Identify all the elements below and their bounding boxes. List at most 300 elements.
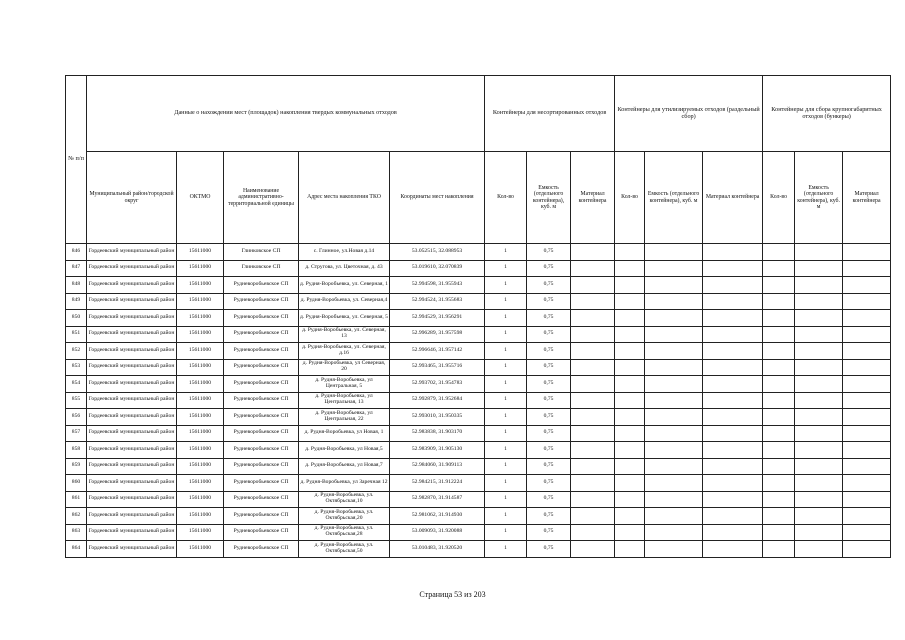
cell-empty [615,244,645,261]
cell-empty [763,409,795,426]
cell-empty [795,442,843,459]
cell-address: д. Рудня-Воробьевка, ул. Октябрьская,28 [299,524,390,541]
cell-address: с. Глинное, ул.Новая д.14 [299,244,390,261]
cell-oktmo: 15611000 [177,491,224,508]
cell-address: д. Рудня-Воробьевка, ул. Северная, 5 [299,310,390,327]
cell-admin-unit: Рудневоробьевское СП [224,409,299,426]
cell-coords: 53.019610, 32.070839 [390,260,485,277]
cell-address: д. Рудня-Воробьевка, ул Северная, 20 [299,359,390,376]
cell-empty [795,376,843,393]
cell-qty: 1 [485,458,527,475]
cell-coords: 52.981062, 31.914930 [390,508,485,525]
cell-district: Гордеевский муниципальный район [87,409,177,426]
cell-capacity: 0,75 [527,260,571,277]
cell-oktmo: 15611000 [177,359,224,376]
cell-empty [703,293,763,310]
cell-admin-unit: Глинковское СП [224,260,299,277]
cell-num: 858 [66,442,87,459]
cell-num: 861 [66,491,87,508]
cell-capacity: 0,75 [527,310,571,327]
cell-empty [795,293,843,310]
cell-empty [571,392,615,409]
cell-address: д. Рудня-Воробьевка, ул Новая,5 [299,442,390,459]
cell-empty [795,244,843,261]
cell-empty [615,442,645,459]
cell-empty [763,277,795,294]
cell-empty [703,475,763,492]
cell-num: 862 [66,508,87,525]
cell-coords: 52.993010, 31.950335 [390,409,485,426]
cell-coords: 52.994529, 31.956291 [390,310,485,327]
header-num: № п/п [66,76,87,244]
cell-empty [843,376,891,393]
cell-district: Гордеевский муниципальный район [87,425,177,442]
cell-district: Гордеевский муниципальный район [87,376,177,393]
cell-oktmo: 15611000 [177,260,224,277]
cell-empty [843,409,891,426]
table-row [66,508,891,525]
cell-num: 847 [66,260,87,277]
cell-empty [763,425,795,442]
cell-empty [645,442,703,459]
cell-oktmo: 15611000 [177,310,224,327]
cell-empty [615,458,645,475]
cell-district: Гордеевский муниципальный район [87,260,177,277]
cell-num: 848 [66,277,87,294]
cell-qty: 1 [485,392,527,409]
table-row [66,359,891,376]
header-address: Адрес места накопления ТКО [299,152,390,244]
cell-empty [615,343,645,360]
cell-empty [615,524,645,541]
cell-capacity: 0,75 [527,244,571,261]
cell-qty: 1 [485,475,527,492]
cell-empty [843,491,891,508]
cell-empty [703,458,763,475]
cell-address: д. Рудня-Воробьевка, ул Заречная 12 [299,475,390,492]
header-group-unsorted: Контейнеры для несортированных отходов [485,76,615,152]
cell-empty [795,359,843,376]
cell-address: д. Рудня-Воробьевка, ул Центральная, 5 [299,376,390,393]
cell-empty [645,326,703,343]
table-row [66,244,891,261]
cell-district: Гордеевский муниципальный район [87,541,177,558]
cell-empty [763,293,795,310]
cell-capacity: 0,75 [527,343,571,360]
cell-admin-unit: Глинковское СП [224,244,299,261]
cell-admin-unit: Рудневоробьевское СП [224,475,299,492]
cell-empty [571,310,615,327]
header-group-recycled: Контейнеры для утилизируемых отходов (раздельный сбор) [615,76,763,152]
cell-admin-unit: Рудневоробьевское СП [224,376,299,393]
cell-coords: 53.010483, 31.920520 [390,541,485,558]
cell-empty [645,491,703,508]
cell-num: 864 [66,541,87,558]
cell-admin-unit: Рудневоробьевское СП [224,524,299,541]
cell-empty [571,343,615,360]
cell-empty [843,310,891,327]
cell-qty: 1 [485,524,527,541]
cell-coords: 52.994598, 31.955943 [390,277,485,294]
cell-district: Гордеевский муниципальный район [87,524,177,541]
cell-district: Гордеевский муниципальный район [87,392,177,409]
cell-empty [615,425,645,442]
cell-district: Гордеевский муниципальный район [87,310,177,327]
cell-oktmo: 15611000 [177,409,224,426]
cell-empty [615,508,645,525]
header-oktmo: ОКТМО [177,152,224,244]
cell-qty: 1 [485,277,527,294]
cell-empty [843,244,891,261]
cell-empty [763,359,795,376]
cell-coords: 52.996646, 31.957142 [390,343,485,360]
cell-qty: 1 [485,343,527,360]
cell-qty: 1 [485,310,527,327]
cell-empty [795,491,843,508]
cell-empty [763,310,795,327]
cell-district: Гордеевский муниципальный район [87,293,177,310]
cell-empty [763,392,795,409]
cell-empty [615,293,645,310]
cell-empty [615,310,645,327]
header-qty-bulky: Кол-во [763,152,795,244]
cell-empty [763,541,795,558]
cell-qty: 1 [485,359,527,376]
cell-empty [843,359,891,376]
cell-qty: 1 [485,425,527,442]
header-group-bulky: Контейнеры для сбора крупногабаритных отходов (бункеры) [763,76,891,152]
cell-capacity: 0,75 [527,359,571,376]
table-row [66,458,891,475]
cell-admin-unit: Рудневоробьевское СП [224,293,299,310]
cell-empty [571,425,615,442]
table-row [66,475,891,492]
cell-empty [763,260,795,277]
cell-coords: 52.982870, 31.914587 [390,491,485,508]
cell-capacity: 0,75 [527,508,571,525]
cell-empty [645,343,703,360]
header-district: Муниципальный район/городской округ [87,152,177,244]
cell-admin-unit: Рудневоробьевское СП [224,326,299,343]
cell-num: 859 [66,458,87,475]
cell-empty [645,541,703,558]
cell-empty [571,541,615,558]
cell-coords: 52.992879, 31.952684 [390,392,485,409]
cell-district: Гордеевский муниципальный район [87,442,177,459]
cell-capacity: 0,75 [527,425,571,442]
cell-qty: 1 [485,508,527,525]
cell-empty [795,260,843,277]
cell-empty [703,260,763,277]
cell-empty [703,508,763,525]
cell-empty [571,359,615,376]
table-row [66,277,891,294]
header-capacity-unsorted: Емкость (отдельного контейнера), куб. м [527,152,571,244]
cell-admin-unit: Рудневоробьевское СП [224,343,299,360]
cell-capacity: 0,75 [527,541,571,558]
cell-empty [795,343,843,360]
cell-qty: 1 [485,491,527,508]
cell-empty [615,541,645,558]
cell-empty [703,425,763,442]
cell-empty [763,244,795,261]
cell-empty [571,277,615,294]
cell-empty [843,475,891,492]
cell-empty [645,310,703,327]
cell-empty [645,392,703,409]
cell-district: Гордеевский муниципальный район [87,359,177,376]
table-row [66,293,891,310]
cell-admin-unit: Рудневоробьевское СП [224,392,299,409]
cell-empty [571,244,615,261]
cell-empty [645,293,703,310]
cell-address: д. Рудня-Воробьевка, ул. Северная, 13 [299,326,390,343]
cell-capacity: 0,75 [527,376,571,393]
cell-empty [615,359,645,376]
cell-empty [703,409,763,426]
cell-empty [763,524,795,541]
cell-oktmo: 15611000 [177,376,224,393]
cell-qty: 1 [485,541,527,558]
cell-empty [703,392,763,409]
cell-admin-unit: Рудневоробьевское СП [224,458,299,475]
cell-qty: 1 [485,326,527,343]
cell-admin-unit: Рудневоробьевское СП [224,359,299,376]
cell-oktmo: 15611000 [177,392,224,409]
cell-empty [615,491,645,508]
cell-district: Гордеевский муниципальный район [87,508,177,525]
cell-num: 846 [66,244,87,261]
cell-empty [763,326,795,343]
cell-empty [703,376,763,393]
cell-empty [843,458,891,475]
cell-empty [795,392,843,409]
table-row [66,409,891,426]
cell-empty [763,376,795,393]
cell-capacity: 0,75 [527,392,571,409]
header-material-recycled: Материал контейнера [703,152,763,244]
cell-empty [615,392,645,409]
cell-num: 850 [66,310,87,327]
cell-empty [703,343,763,360]
table-row [66,491,891,508]
cell-coords: 53.009093, 31.920088 [390,524,485,541]
cell-empty [615,409,645,426]
cell-empty [795,425,843,442]
cell-admin-unit: Рудневоробьевское СП [224,442,299,459]
table-row [66,524,891,541]
cell-empty [571,508,615,525]
cell-admin-unit: Рудневоробьевское СП [224,491,299,508]
cell-coords: 52.996289, 31.957598 [390,326,485,343]
table-row [66,343,891,360]
cell-address: д. Рудня-Воробьевка, ул Новая, 1 [299,425,390,442]
cell-empty [795,475,843,492]
cell-empty [645,508,703,525]
registry-table [65,75,891,558]
cell-address: д. Рудня-Воробьевка, ул. Северная, д.16 [299,343,390,360]
cell-num: 853 [66,359,87,376]
cell-empty [703,326,763,343]
cell-capacity: 0,75 [527,326,571,343]
header-material-bulky: Материал контейнера [843,152,891,244]
header-capacity-recycled: Емкость (отдельного контейнера), куб. м [645,152,703,244]
table-row [66,326,891,343]
cell-coords: 53.052515, 32.088953 [390,244,485,261]
cell-oktmo: 15611000 [177,541,224,558]
cell-empty [571,491,615,508]
cell-coords: 52.983909, 31.905130 [390,442,485,459]
header-qty-unsorted: Кол-во [485,152,527,244]
cell-district: Гордеевский муниципальный район [87,458,177,475]
cell-coords: 52.984060, 31.909113 [390,458,485,475]
cell-empty [645,524,703,541]
cell-coords: 52.993465, 31.955716 [390,359,485,376]
cell-empty [795,326,843,343]
header-coords: Координаты мест накопления [390,152,485,244]
cell-empty [843,541,891,558]
cell-address: д. Рудня-Воробьевка, ул Новая,7 [299,458,390,475]
cell-empty [615,326,645,343]
cell-empty [843,442,891,459]
cell-oktmo: 15611000 [177,458,224,475]
cell-qty: 1 [485,442,527,459]
cell-admin-unit: Рудневоробьевское СП [224,508,299,525]
cell-empty [843,524,891,541]
cell-empty [843,326,891,343]
cell-capacity: 0,75 [527,293,571,310]
cell-empty [703,359,763,376]
header-capacity-bulky: Емкость (отдельного контейнера), куб. м [795,152,843,244]
cell-oktmo: 15611000 [177,475,224,492]
cell-empty [645,425,703,442]
cell-num: 854 [66,376,87,393]
cell-address: д. Рудня-Воробьевка, ул. Октябрьская,50 [299,541,390,558]
cell-empty [615,475,645,492]
cell-empty [843,277,891,294]
cell-capacity: 0,75 [527,475,571,492]
header-material-unsorted: Материал контейнера [571,152,615,244]
cell-district: Гордеевский муниципальный район [87,491,177,508]
cell-qty: 1 [485,260,527,277]
cell-qty: 1 [485,244,527,261]
cell-empty [615,260,645,277]
cell-empty [843,425,891,442]
cell-address: д. Рудня-Воробьевка, ул Центральная, 13 [299,392,390,409]
cell-oktmo: 15611000 [177,293,224,310]
cell-empty [763,508,795,525]
cell-empty [763,458,795,475]
header-group-places: Данные о нахождении мест (площадок) накопления твердых коммунальных отходов [87,76,485,152]
cell-empty [571,409,615,426]
cell-num: 855 [66,392,87,409]
cell-admin-unit: Рудневоробьевское СП [224,277,299,294]
cell-capacity: 0,75 [527,524,571,541]
cell-address: д. Стругова, ул. Цветочная, д. 43 [299,260,390,277]
cell-empty [795,277,843,294]
cell-empty [571,524,615,541]
cell-empty [763,475,795,492]
cell-qty: 1 [485,293,527,310]
cell-empty [645,359,703,376]
cell-capacity: 0,75 [527,277,571,294]
cell-coords: 52.984215, 31.912224 [390,475,485,492]
cell-empty [645,277,703,294]
cell-address: д. Рудня-Воробьевка, ул. Октябрьская,10 [299,491,390,508]
cell-oktmo: 15611000 [177,277,224,294]
cell-oktmo: 15611000 [177,508,224,525]
cell-capacity: 0,75 [527,491,571,508]
cell-district: Гордеевский муниципальный район [87,244,177,261]
cell-empty [571,442,615,459]
cell-empty [615,376,645,393]
cell-empty [843,508,891,525]
cell-num: 860 [66,475,87,492]
cell-empty [645,458,703,475]
cell-empty [843,260,891,277]
header-qty-recycled: Кол-во [615,152,645,244]
cell-empty [703,244,763,261]
cell-num: 863 [66,524,87,541]
cell-empty [703,277,763,294]
cell-empty [795,458,843,475]
table-row [66,541,891,558]
cell-empty [795,409,843,426]
cell-num: 857 [66,425,87,442]
header-admin-unit: Наименование административно-территориальной единицы [224,152,299,244]
cell-empty [763,491,795,508]
table-row [66,260,891,277]
cell-district: Гордеевский муниципальный район [87,475,177,492]
cell-empty [645,244,703,261]
cell-empty [571,293,615,310]
cell-empty [795,310,843,327]
table-row [66,392,891,409]
cell-empty [645,260,703,277]
cell-empty [571,260,615,277]
cell-empty [703,491,763,508]
cell-empty [795,524,843,541]
cell-oktmo: 15611000 [177,524,224,541]
cell-district: Гордеевский муниципальный район [87,277,177,294]
cell-capacity: 0,75 [527,409,571,426]
page-number: Страница 53 из 203 [419,590,486,599]
cell-capacity: 0,75 [527,442,571,459]
cell-qty: 1 [485,376,527,393]
cell-coords: 52.983838, 31.903170 [390,425,485,442]
cell-oktmo: 15611000 [177,442,224,459]
cell-admin-unit: Рудневоробьевское СП [224,541,299,558]
cell-oktmo: 15611000 [177,425,224,442]
cell-capacity: 0,75 [527,458,571,475]
cell-empty [703,310,763,327]
cell-num: 856 [66,409,87,426]
cell-empty [843,392,891,409]
cell-address: д. Рудня-Воробьевка, ул. Северная, 1 [299,277,390,294]
cell-coords: 52.994524, 31.955683 [390,293,485,310]
cell-admin-unit: Рудневоробьевское СП [224,425,299,442]
table-row [66,442,891,459]
cell-empty [571,326,615,343]
cell-empty [843,343,891,360]
cell-empty [571,475,615,492]
cell-admin-unit: Рудневоробьевское СП [224,310,299,327]
cell-empty [795,508,843,525]
cell-district: Гордеевский муниципальный район [87,343,177,360]
cell-empty [571,376,615,393]
cell-empty [763,442,795,459]
cell-district: Гордеевский муниципальный район [87,326,177,343]
